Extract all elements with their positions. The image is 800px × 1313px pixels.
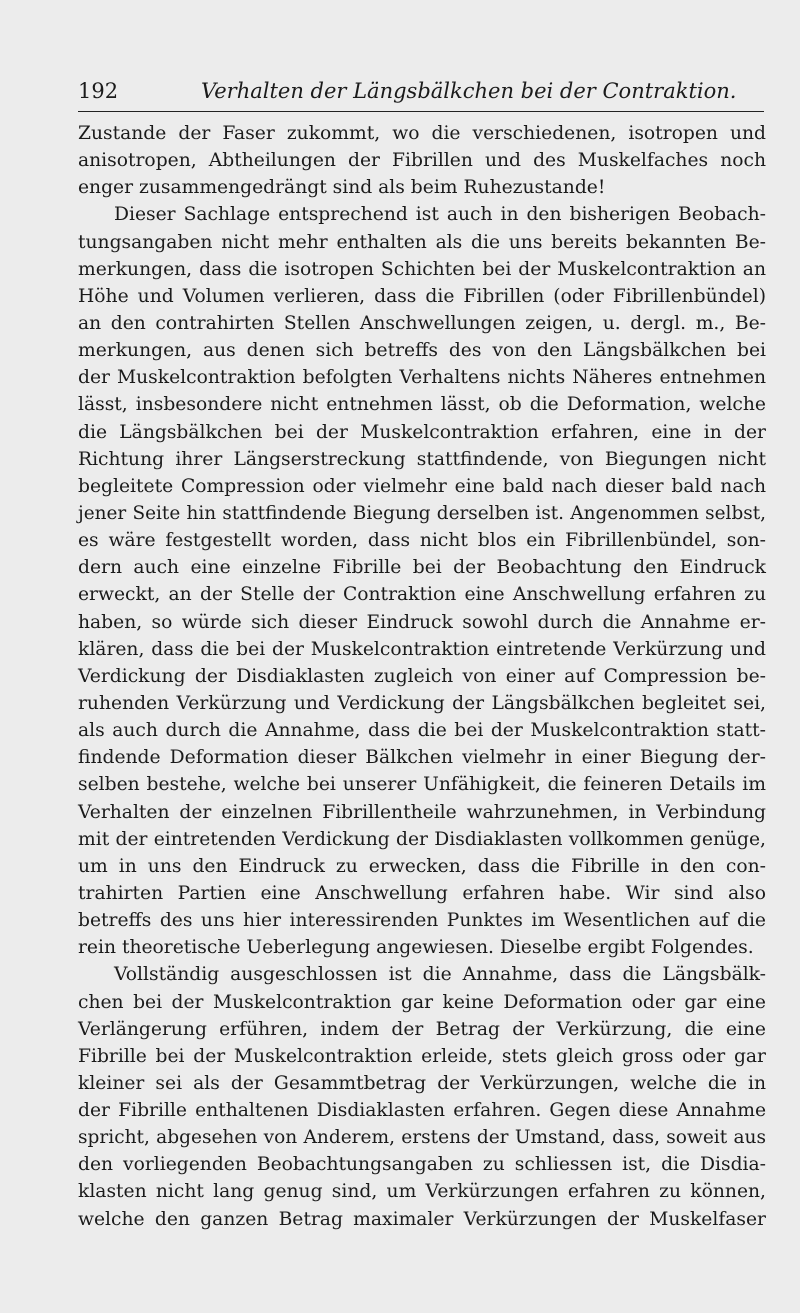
- text-line: Verdickung der Disdiaklasten zugleich von einer auf Compression be-: [78, 665, 766, 687]
- text-line: begleitete Compression oder vielmehr eine bald nach dieser bald nach: [78, 475, 766, 497]
- text-line: Zustande der Faser zukommt, wo die verschiedenen, isotropen und: [78, 123, 766, 144]
- text-line: klären, dass die bei der Muskelcontraktion eintretende Verkürzung und: [78, 638, 766, 660]
- header-rule: [78, 111, 764, 112]
- text-line: dern auch eine einzelne Fibrille bei der Beobachtung den Eindruck: [78, 557, 766, 579]
- text-line: kleiner sei als der Gesammtbetrag der Verkürzungen, welche die in: [78, 1072, 766, 1094]
- text-line: rein theoretische Ueberlegung angewiesen. Dieselbe ergibt Folgendes.: [78, 937, 754, 959]
- text-line: als auch durch die Annahme, dass die bei der Muskelcontraktion statt-: [78, 720, 766, 742]
- text-line: selben bestehe, welche bei unserer Unfähigkeit, die feineren Details im: [78, 774, 766, 796]
- text-line: chen bei der Muskelcontraktion gar keine Deformation oder gar eine: [78, 991, 766, 1013]
- text-line: der Muskelcontraktion befolgten Verhaltens nichts Näheres entnehmen: [78, 367, 766, 389]
- text-line: Höhe und Volumen verlieren, dass die Fibrillen (oder Fibrillenbündel): [78, 285, 766, 307]
- text-line: merkungen, dass die isotropen Schichten bei der Muskelcontraktion an: [78, 258, 766, 280]
- text-line: trahirten Partien eine Anschwellung erfahren habe. Wir sind also: [78, 882, 766, 904]
- text-line: Fibrille bei der Muskelcontraktion erleide, stets gleich gross oder gar: [78, 1045, 766, 1067]
- text-line: haben, so würde sich dieser Eindruck sowohl durch die Annahme er-: [78, 611, 766, 633]
- text-line: die Längsbälkchen bei der Muskelcontraktion erfahren, eine in der: [78, 421, 766, 443]
- text-line: betreffs des uns hier interessirenden Punktes im Wesentlichen auf die: [78, 910, 766, 932]
- text-line: Dieser Sachlage entsprechend ist auch in den bisherigen Beobach-: [114, 204, 766, 226]
- text-line: enger zusammengedrängt sind als beim Ruhezustande!: [78, 177, 606, 199]
- text-line: klasten nicht lang genug sind, um Verkürzungen erfahren zu können,: [78, 1181, 766, 1203]
- text-line: ruhenden Verkürzung und Verdickung der Längsbälkchen begleitet sei,: [78, 692, 766, 714]
- text-line: erweckt, an der Stelle der Contraktion eine Anschwellung erfahren zu: [78, 584, 766, 606]
- text-line: tungsangaben nicht mehr enthalten als die uns bereits bekannten Be-: [78, 231, 766, 253]
- text-line: den vorliegenden Beobachtungsangaben zu schliessen ist, die Disdia-: [78, 1154, 766, 1176]
- text-line: findende Deformation dieser Bälkchen vielmehr in einer Biegung der-: [78, 747, 766, 769]
- text-line: jener Seite hin stattfindende Biegung derselben ist. Angenommen selbst,: [78, 502, 766, 524]
- running-header: [78, 76, 764, 106]
- text-line: Richtung ihrer Längserstreckung stattfindende, von Biegungen nicht: [78, 448, 766, 470]
- text-line: spricht, abgesehen von Anderem, erstens der Umstand, dass, soweit aus: [78, 1127, 766, 1149]
- text-line: um in uns den Eindruck zu erwecken, dass die Fibrille in den con-: [78, 855, 766, 877]
- text-line: anisotropen, Abtheilungen der Fibrillen und des Muskelfaches noch: [78, 150, 766, 172]
- text-line: an den contrahirten Stellen Anschwellungen zeigen, u. dergl. m., Be-: [78, 312, 766, 334]
- page-number: 192: [78, 79, 119, 103]
- text-line: lässt, insbesondere nicht entnehmen lässt, ob die Deformation, welche: [78, 394, 766, 416]
- text-line: merkungen, aus denen sich betreffs des von den Längsbälkchen bei: [78, 340, 766, 362]
- text-line: Verlängerung erführen, indem der Betrag der Verkürzung, die eine: [78, 1018, 766, 1040]
- text-line: der Fibrille enthaltenen Disdiaklasten erfahren. Gegen diese Annahme: [78, 1100, 766, 1122]
- text-line: Verhalten der einzelnen Fibrillentheile wahrzunehmen, in Verbindung: [78, 801, 766, 823]
- text-line: es wäre festgestellt worden, dass nicht blos ein Fibrillenbündel, son-: [78, 530, 766, 552]
- text-line: mit der eintretenden Verdickung der Disdiaklasten vollkommen genüge,: [78, 828, 766, 850]
- text-line: welche den ganzen Betrag maximaler Verkürzungen der Muskelfaser: [78, 1208, 766, 1230]
- text-line: Vollständig ausgeschlossen ist die Annahme, dass die Längsbälk-: [114, 964, 766, 986]
- running-title: Verhalten der Längsbälkchen bei der Contraktion.: [201, 79, 737, 103]
- body-text: [78, 120, 766, 1233]
